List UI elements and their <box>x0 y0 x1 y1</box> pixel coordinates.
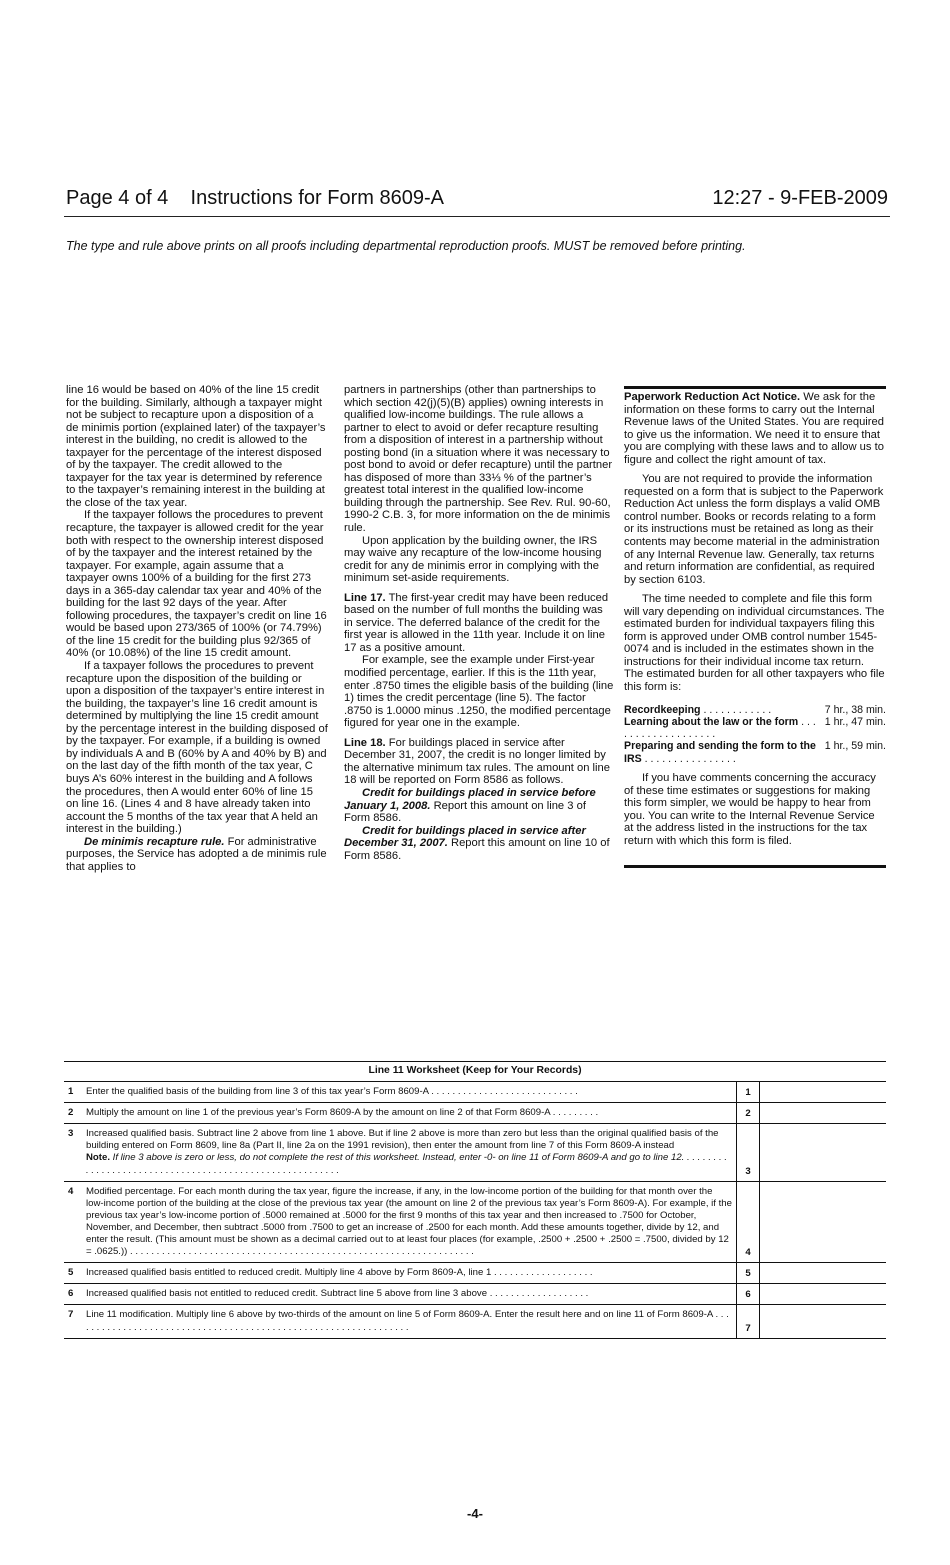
credit-after-text: Report this amount on line 10 of Form 8586. <box>344 837 610 862</box>
burden-row <box>624 716 886 741</box>
burden-table <box>624 704 886 765</box>
worksheet-amount-field[interactable] <box>760 1284 886 1304</box>
worksheet-line-text: Increased qualified basis not entitled to reduced credit. Subtract line 5 above from line 3 above . . . . . . . . . . . . . . . . . . . <box>86 1288 589 1300</box>
col3-paragraph-4: If you have comments concerning the accuracy of these time estimates or suggestions for making this form simpler, we would be happy to hear from you. You can write to the Internal Revenue Service at the address listed in the instructions for the tax return with which this form is filed. <box>624 772 876 847</box>
col2-line18 <box>344 737 614 787</box>
header-timestamp: 12:27 - 9-FEB-2009 <box>712 187 888 209</box>
line17-heading: Line 17. <box>344 591 386 604</box>
worksheet-line-box-label: 5 <box>736 1263 760 1283</box>
page-number: -4- <box>467 1506 483 1521</box>
worksheet-row <box>64 1082 886 1103</box>
col1-paragraph-4-text: For administrative purposes, the Service has adopted a de minimis rule that applies to <box>66 835 327 873</box>
worksheet-row <box>64 1263 886 1284</box>
burden-row <box>624 740 886 765</box>
worksheet-line-text: Increased qualified basis entitled to reduced credit. Multiply line 4 above by Form 8609-A, line 1 . . . . . . . . . . . . . . . . . . . <box>86 1267 593 1279</box>
column-1 <box>66 384 328 873</box>
credit-before-heading: Credit for buildings placed in service before January 1, 2008. <box>344 786 596 812</box>
line18-heading: Line 18. <box>344 736 386 749</box>
burden-label: Preparing and sending the form to the IRS . . . . . . . . . . . . . . . . <box>624 740 816 765</box>
worksheet-line-text: Modified percentage. For each month during the tax year, figure the increase, if any, in the low-income portion of the building for that month over the low-income portion of the building at the close of the previous tax year (the amount on line 2 of the previous tax year’s Form 8609-A). For example, if the previous tax year’s low-income portion of .5000 remained at .5000 for the first 9 months of this tax year and then increased to .7500 for October, November, and December, then subtract .5000 from .7500 to get an increase of .2500 for each month. Add these amounts together, divide by 12, and enter the result. (This amount must be shown as a decimal carried out to at least four places (for example, .2500 + .2500 + .2500 = .7500, divided by 12 = .0625.)) . . . . . . . . . . . . . . . . . . . . . . . . . . . . . . . . . . . . . . . . . . . . . . . . . . . . . . . . . . . . . . . . . <box>86 1185 732 1258</box>
worksheet-line-box-label: 2 <box>736 1103 760 1123</box>
col1-paragraph-3: If a taxpayer follows the procedures to prevent recapture upon the disposition of the building or upon a disposition of the taxpayer’s entire interest in the building, the taxpayer’s line 16 credit amount is determined by multiplying the line 15 credit amount by the percentage interest in the building disposed of by the taxpayer. For example, if a building is owned by individuals A and B (60% by A and 40% by B) and on the last day of the fifth month of the tax year, C buys A’s 60% interest in the building and A follows the procedures, then A would enter 60% of line 15 on line 16. (Lines 4 and 8 have already taken into account the 5 months of the tax year that A held an interest in the building.) <box>66 660 328 836</box>
column-2 <box>344 384 614 862</box>
worksheet-line-box-label: 6 <box>736 1284 760 1304</box>
burden-value: 1 hr., 59 min. <box>824 740 886 753</box>
line11-worksheet <box>64 1061 886 1339</box>
col3-paragraph-2: You are not required to provide the information requested on a form that is subject to the Paperwork Reduction Act unless the form displays a valid OMB control number. Books or records relating to a form or its instructions must be retained as long as their contents may become material in the administration of any Internal Revenue law. Generally, tax returns and return information are confidential, as required by section 6103. <box>624 473 884 586</box>
worksheet-amount-field[interactable] <box>760 1082 886 1102</box>
col3-paragraph-1 <box>624 391 886 466</box>
col2-credit-after <box>344 825 614 863</box>
burden-value: 1 hr., 47 min. <box>824 715 886 728</box>
worksheet-row <box>64 1182 886 1264</box>
worksheet-amount-field[interactable] <box>760 1263 886 1283</box>
worksheet-line-box-label: 3 <box>736 1124 760 1180</box>
worksheet-amount-field[interactable] <box>760 1124 886 1180</box>
burden-label: Learning about the law or the form . . . . . . . . . . . . . . . . . . . <box>624 715 816 741</box>
worksheet-amount-field[interactable] <box>760 1182 886 1263</box>
worksheet-row <box>64 1103 886 1124</box>
worksheet-note: Note. If line 3 above is zero or less, do not complete the rest of this worksheet. Instead, enter -0- on line 11 of Form 8609-A and go to line 12. . . . . . . . . . . . . . . . . . . . . . . . . . . . . . . . . . . . . . . . . . . . . . . . . . . . . . . . . <box>86 1152 727 1176</box>
col2-paragraph-1: partners in partnerships (other than partnerships to which section 42(j)(5)(B) applies) owning interests in qualified low-income buildings. The rule allows a partner to elect to avoid or defer recapture resulting from a disposition of interest in a partnership without posting bond (in a situation where it was necessary to post bond to avoid or defer recapture) until the partner has disposed of more than 33⅓ % of the partner’s greatest total interest in the qualified low-income building through the partnership. See Rev. Rul. 90-60, 1990-2 C.B. 3, for more information on the de minimis rule. <box>344 384 613 535</box>
worksheet-line-text: Multiply the amount on line 1 of the previous year’s Form 8609-A by the amount on line 2 of that Form 8609-A . . . . . . . . . <box>86 1107 599 1119</box>
col2-line17 <box>344 592 614 655</box>
burden-value: 7 hr., 38 min. <box>824 703 886 716</box>
worksheet-row <box>64 1284 886 1305</box>
line17-text: The first-year credit may have been reduced based on the number of full months the building was in service. The deferred balance of the credit for the first year is allowed in the 11th year. Include it on line 17 as a positive amount. <box>344 591 609 654</box>
worksheet-line-number: 6 <box>68 1288 74 1300</box>
col1-paragraph-1: line 16 would be based on 40% of the line 15 credit for the building. Similarly, although a taxpayer might not be subject to recapture upon a disposition of a de minimis portion (explained later) of the taxpayer’s interest in the building, no credit is allowed to the taxpayer for the percentage of the interest disposed of by the taxpayer. The credit allowed to the taxpayer for the tax year is determined by reference to the taxpayer’s remaining interest in the building at the close of the tax year. <box>66 384 326 509</box>
worksheet-line-number: 1 <box>68 1086 74 1098</box>
worksheet-line-text: Enter the qualified basis of the building from line 3 of this tax year’s Form 8609-A . . . . . . . . . . . . . . . . . . . . . . . . . . . . <box>86 1086 578 1098</box>
col2-paragraph-4: For example, see the example under First-year modified percentage, earlier. If this is the 11th year, enter .8750 times the eligible basis of the building (line 1) times the credit percentage (line 5). The factor .8750 is 1.0000 minus .1250, the modified percentage figured for year one in the example. <box>344 654 614 730</box>
paperwork-heading: Paperwork Reduction Act Notice. <box>624 391 801 403</box>
credit-before-text: Report this amount on line 3 of Form 8586. <box>344 799 586 825</box>
header-rule <box>64 216 890 217</box>
proof-notice: The type and rule above prints on all proofs including departmental reproduction proofs. MUST be removed before printing. <box>66 239 746 253</box>
worksheet-line-text: Line 11 modification. Multiply line 6 above by two-thirds of the amount on line 5 of Form 8609-A. Enter the result here and on line 11 of Form 8609-A . . . . . . . . . . . . . . . . . . . . . . . . . . . . . . . . . . . . . . . . . . . . . . . . . . . . . . . . . . . . . . . . <box>86 1309 729 1333</box>
worksheet-amount-field[interactable] <box>760 1305 886 1337</box>
worksheet-line-number: 4 <box>68 1185 74 1197</box>
burden-label: Recordkeeping . . . . . . . . . . . . <box>624 703 772 716</box>
worksheet-line-text <box>86 1124 736 1180</box>
column-3-paperwork-notice <box>624 386 886 868</box>
col1-paragraph-2: If the taxpayer follows the procedures to prevent recapture, the taxpayer is allowed credit for the year both with respect to the ownership interest disposed of by the taxpayer and the interest retained by the taxpayer. For example, again assume that a taxpayer owns 100% of a building for the first 273 days in a 365-day calendar tax year and 40% of the building for the last 92 days of the year. After following procedures, the taxpayer’s credit on line 16 would be based upon 273/365 of 100% (or 74.79%) of the line 15 credit for the building plus 92/365 of 40% (or 10.08%) of the line 15 credit amount. <box>66 509 327 660</box>
worksheet-line-number: 3 <box>68 1128 74 1140</box>
col3-paragraph-1-text: We ask for the information on these forms to carry out the Internal Revenue laws of the United States. You are required to give us the information. We need it to ensure that you are complying with these laws and to allow us to figure and collect the right amount of tax. <box>624 391 884 466</box>
header-title: Page 4 of 4 Instructions for Form 8609-A <box>66 187 444 209</box>
col2-credit-before <box>344 787 614 825</box>
worksheet-line-number: 5 <box>68 1267 74 1279</box>
worksheet-line-3-text: Increased qualified basis. Subtract line 2 above from line 1 above. But if line 2 above is more than zero but less than the original qualified basis of the building entered on Form 8609, line 8a (Part II, line 2a on the 1991 revision), then enter the amount from line 7 of this Form 8609-A instead <box>86 1128 719 1152</box>
worksheet-row <box>64 1124 886 1181</box>
worksheet-title: Line 11 Worksheet (Keep for Your Records) <box>64 1061 886 1082</box>
col1-paragraph-4 <box>66 836 328 874</box>
worksheet-line-box-label: 4 <box>736 1182 760 1263</box>
col3-paragraph-3: The time needed to complete and file this form will vary depending on individual circumstances. The estimated burden for individual taxpayers filing this form is approved under OMB control number 1545-0074 and is included in the estimates shown in the instructions for their individual income tax return. The estimated burden for all other taxpayers who file this form is: <box>624 593 885 694</box>
worksheet-row <box>64 1305 886 1338</box>
de-minimis-heading: De minimis recapture rule. <box>84 835 225 848</box>
worksheet-line-box-label: 1 <box>736 1082 760 1102</box>
credit-after-heading: Credit for buildings placed in service after December 31, 2007. <box>344 824 586 850</box>
burden-row <box>624 704 886 716</box>
line18-text: For buildings placed in service after December 31, 2007, the credit is no longer limited by the alternative minimum tax rules. The amount on line 18 will be reported on Form 8586 as follows. <box>344 736 610 787</box>
col2-paragraph-2: Upon application by the building owner, the IRS may waive any recapture of the low-income housing credit for any de minimis error in complying with the minimum set-aside requirements. <box>344 534 602 585</box>
worksheet-line-number: 2 <box>68 1107 74 1119</box>
worksheet-line-number: 7 <box>68 1309 74 1321</box>
worksheet-amount-field[interactable] <box>760 1103 886 1123</box>
worksheet-line-box-label: 7 <box>736 1305 760 1337</box>
